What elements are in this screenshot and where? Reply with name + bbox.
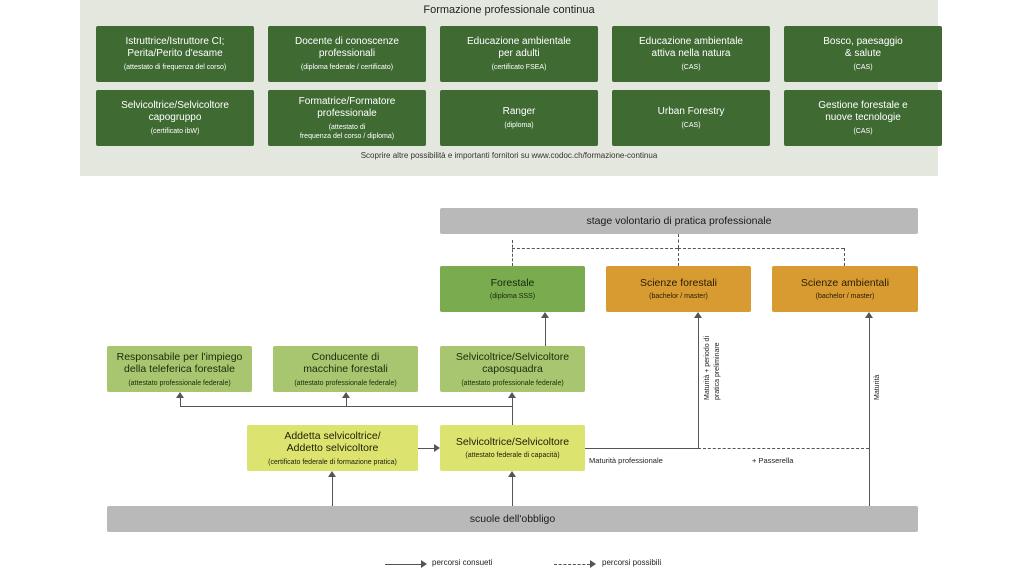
prof-macchine-subtitle: (attestato professionale federale) [294, 379, 397, 387]
ce-card-4[interactable] [612, 26, 770, 82]
line-feeder-horizontal [180, 406, 512, 407]
tertiary-forestale[interactable] [440, 266, 585, 312]
ce-card-5-subtitle: (CAS) [853, 64, 873, 71]
arrow-addetto-to-selvicoltore [434, 444, 440, 452]
tertiary-scienze-forestali-subtitle: (bachelor / master) [649, 293, 708, 301]
tertiary-scienze-forestali[interactable] [606, 266, 751, 312]
label-pratica-preliminare: pratica preliminare [714, 342, 721, 400]
prof-teleferica[interactable] [107, 346, 252, 392]
line-addetto-to-selvicoltore [418, 448, 434, 449]
arrow-school-to-selvicoltore [508, 471, 516, 477]
line-feeder-to-teleferica [180, 398, 181, 406]
ce-card-4-subtitle: (CAS) [681, 64, 701, 71]
ce-card-3[interactable] [440, 26, 598, 82]
arrow-feeder-to-macchine [342, 392, 350, 398]
label-maturita-periodo: Maturità + periodo di [704, 335, 711, 400]
dashed-internship-horizontal-2 [678, 248, 844, 249]
line-selvicoltore-down-feeder [512, 406, 513, 425]
dashed-scienze-ambientali-to-internship [844, 248, 845, 266]
prof-macchine-title: Conducente di macchine forestali [303, 350, 388, 375]
legend-solid-arrow [421, 560, 427, 568]
ce-card-4-title: Educazione ambientale attiva nella natura [639, 36, 743, 59]
dashed-internship-horizontal [512, 248, 678, 249]
tertiary-forestale-subtitle: (diploma SSS) [489, 293, 536, 301]
dashed-passerella [698, 448, 869, 449]
arrow-maturita-prof [694, 312, 702, 318]
tertiary-scienze-forestali-title: Scienze forestali [639, 276, 718, 289]
legend-dashed-line [554, 564, 590, 565]
dashed-scienze-forestali-to-internship [678, 248, 679, 266]
ce-card-3-subtitle: (certificato FSEA) [491, 64, 547, 71]
line-school-to-addetto [332, 477, 333, 506]
ce-card-7[interactable] [268, 90, 426, 146]
dashed-forestale-to-internship [512, 240, 513, 266]
label-maturita: Maturità [874, 374, 881, 400]
tertiary-scienze-ambientali[interactable] [772, 266, 918, 312]
prof-caposquadra-subtitle: (attestato professionale federale) [461, 379, 564, 387]
ce-card-8[interactable] [440, 90, 598, 146]
arrow-school-to-addetto [328, 471, 336, 477]
panel-title: Formazione professionale continua [423, 4, 595, 16]
prof-teleferica-title: Responsabile per l'impiego della teleferica forestale [116, 350, 243, 375]
arrow-feeder-to-teleferica [176, 392, 184, 398]
tertiary-scienze-ambientali-subtitle: (bachelor / master) [815, 293, 875, 301]
panel-note: Scoprire altre possibilità e importanti fornitori su www.codoc.ch/formazione-continua [360, 151, 658, 160]
arrow-selvicoltore-to-caposquadra [508, 392, 516, 398]
legend-solid-line [385, 564, 421, 565]
internship-bar [440, 208, 918, 234]
basic-addetto-subtitle: (certificato federale di formazione pratica) [268, 458, 397, 466]
basic-selvicoltore-subtitle: (attestato federale di capacità) [465, 452, 560, 460]
compulsory-school-bar [107, 506, 918, 532]
ce-card-2-subtitle: (diploma federale / certificato) [300, 64, 394, 71]
tertiary-forestale-title: Forestale [490, 276, 535, 289]
ce-card-10-subtitle: (CAS) [853, 128, 873, 135]
basic-selvicoltore[interactable] [440, 425, 585, 471]
ce-card-9-subtitle: (CAS) [681, 122, 701, 129]
ce-card-10-title: Gestione forestale e nuove tecnologie [818, 100, 908, 123]
ce-card-10[interactable] [784, 90, 942, 146]
continuing-education-panel [80, 0, 938, 176]
ce-card-8-title: Ranger [502, 106, 536, 117]
tertiary-scienze-ambientali-title: Scienze ambientali [800, 276, 890, 289]
ce-card-9[interactable] [612, 90, 770, 146]
prof-caposquadra-title: Selvicoltrice/Selvicoltore caposquadra [455, 350, 570, 375]
ce-card-3-title: Educazione ambientale per adulti [467, 36, 571, 59]
ce-card-6[interactable] [96, 90, 254, 146]
line-school-to-selvicoltore [512, 477, 513, 506]
ce-card-5-title: Bosco, paesaggio & salute [823, 36, 903, 59]
label-maturita-professionale: Maturità professionale [589, 456, 663, 465]
prof-caposquadra[interactable] [440, 346, 585, 392]
label-passerella: + Passerella [752, 456, 794, 465]
basic-addetto-title: Addetta selvicoltrice/ Addetto selvicoltore [284, 429, 381, 454]
ce-card-2[interactable] [268, 26, 426, 82]
ce-card-1-subtitle: (attestato di frequenza del corso) [123, 64, 227, 71]
ce-card-1-title: Istruttrice/Istruttore CI; Perita/Perito d'esame [125, 36, 225, 59]
basic-selvicoltore-title: Selvicoltrice/Selvicoltore [455, 435, 570, 448]
arrow-maturita [865, 312, 873, 318]
ce-card-9-title: Urban Forestry [657, 106, 725, 117]
dashed-internship-stub [678, 234, 679, 248]
legend-dashed-arrow [590, 560, 596, 568]
line-feeder-to-macchine [346, 398, 347, 406]
legend-possible-label: percorsi possibili [602, 558, 662, 567]
prof-teleferica-subtitle: (attestato professionale federale) [128, 379, 231, 387]
ce-card-8-subtitle: (diploma) [504, 122, 534, 129]
line-maturita-prof-vertical [698, 318, 699, 448]
ce-card-7-title: Formatrice/Formatore professionale [298, 95, 396, 119]
arrow-caposquadra-to-forestale [541, 312, 549, 318]
compulsory-school-label: scuole dell'obbligo [469, 512, 556, 525]
prof-macchine[interactable] [273, 346, 418, 392]
ce-card-5[interactable] [784, 26, 942, 82]
ce-card-1[interactable] [96, 26, 254, 82]
line-maturita-prof-horizontal [585, 448, 698, 449]
ce-card-2-title: Docente di conoscenze professionali [295, 36, 399, 59]
legend-usual-label: percorsi consueti [432, 558, 493, 567]
line-maturita-vertical [869, 318, 870, 506]
ce-card-6-subtitle: (certificato ibW) [150, 128, 200, 135]
internship-label: stage volontario di pratica professionale [586, 214, 772, 227]
line-caposquadra-to-forestale [545, 318, 546, 346]
basic-addetto[interactable] [247, 425, 418, 471]
ce-card-7-subtitle: (attestato di frequenza del corso / diploma) [299, 123, 395, 140]
ce-card-6-title: Selvicoltrice/Selvicoltore capogruppo [121, 100, 229, 123]
